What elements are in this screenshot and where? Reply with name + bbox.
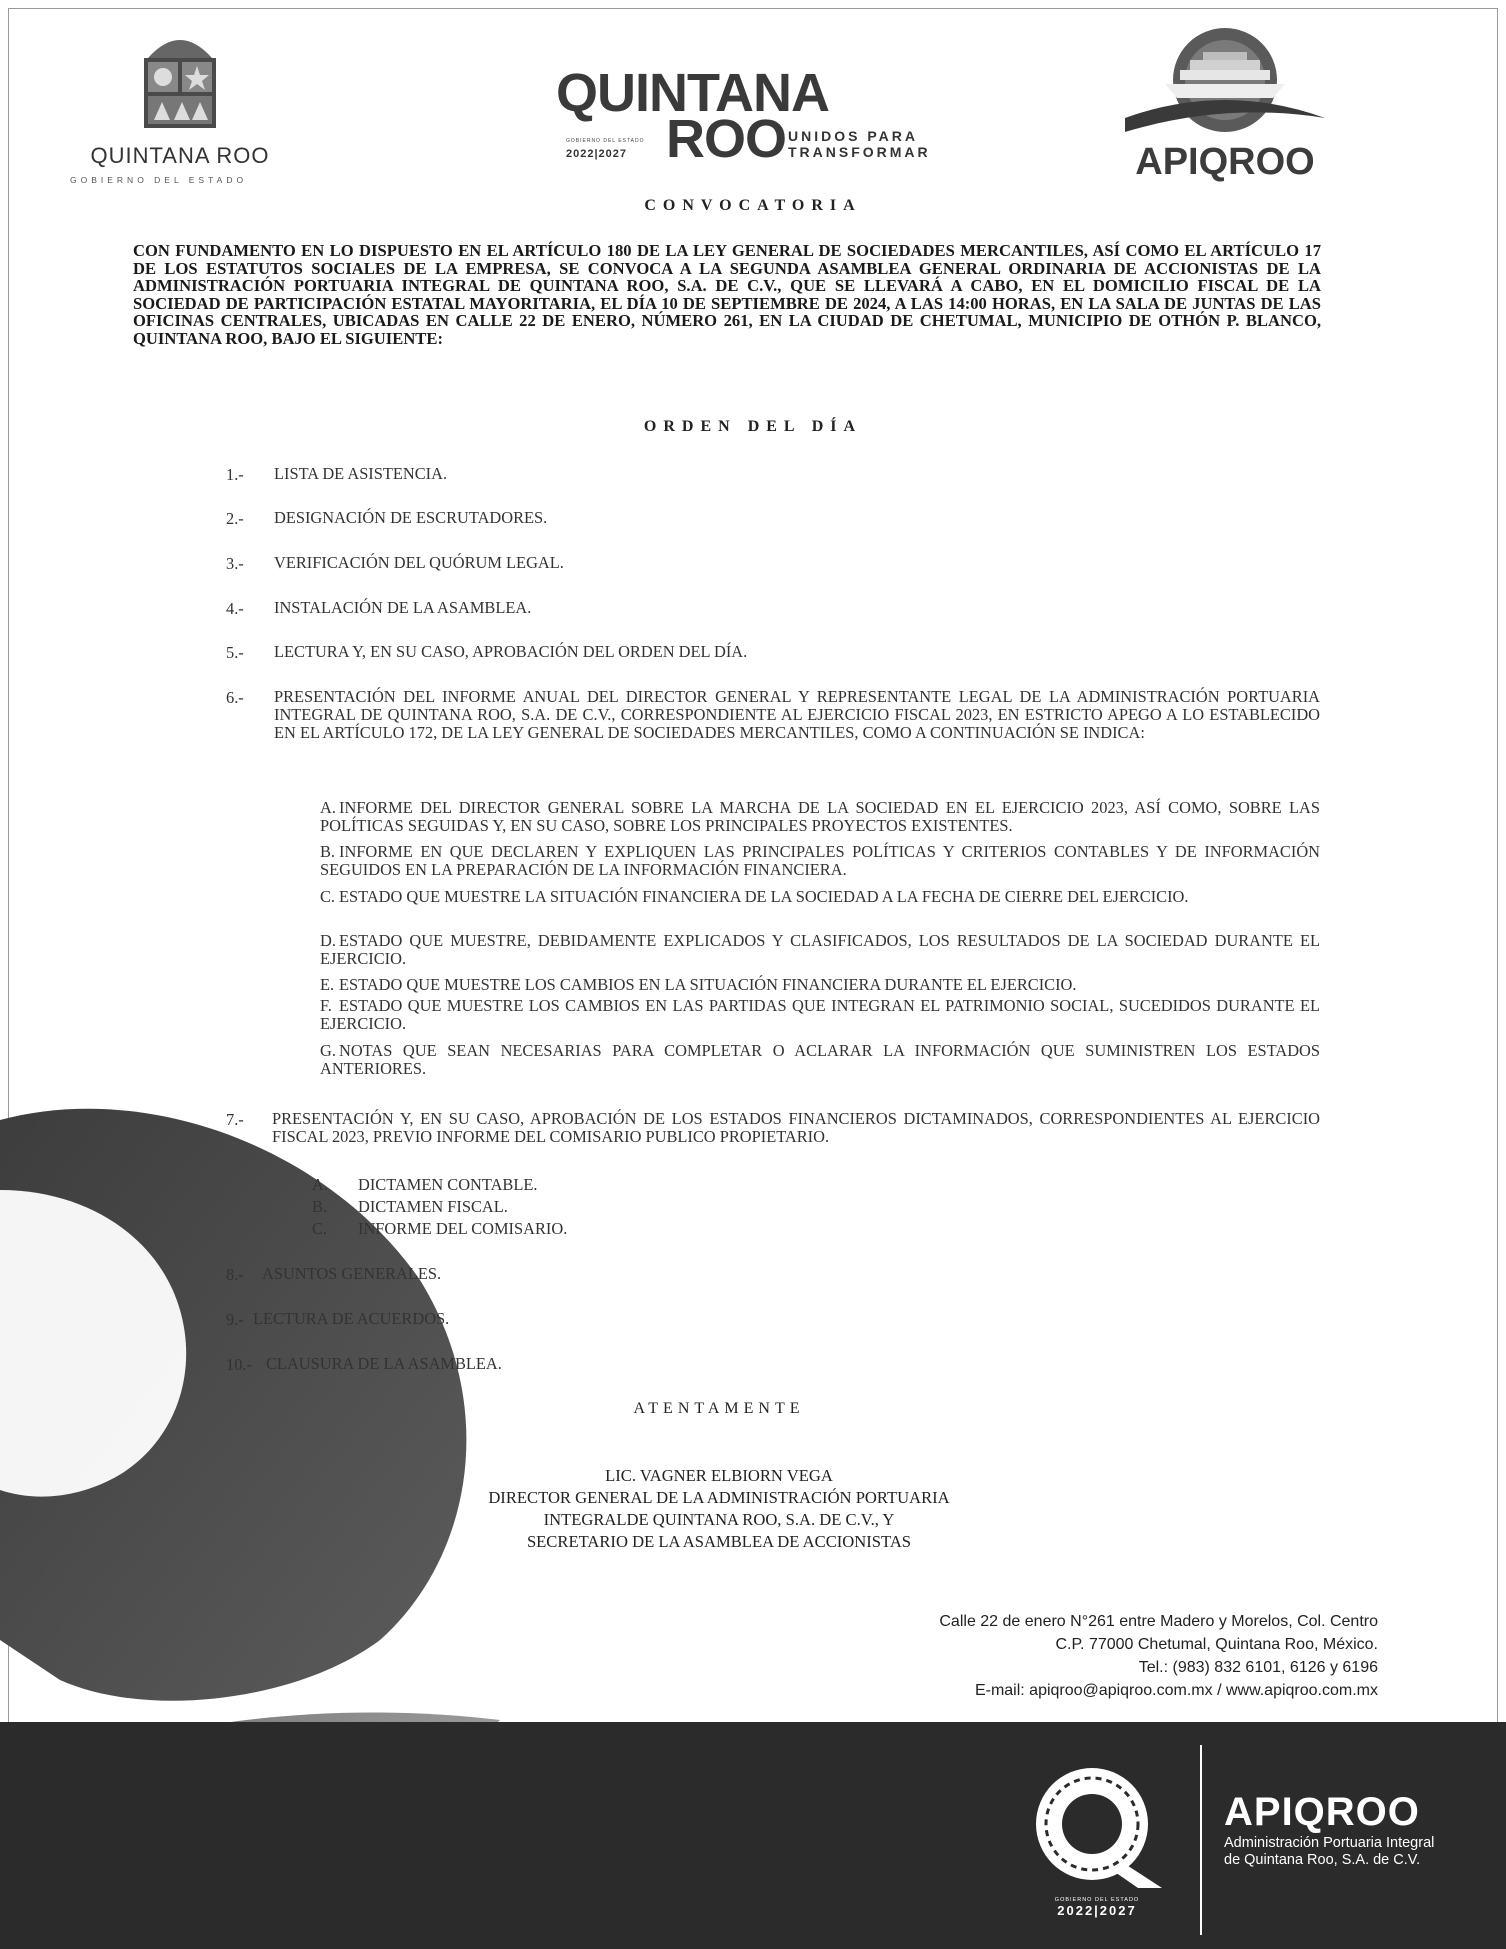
sub-letter: A.: [312, 1175, 328, 1194]
item-number: 9.-: [226, 1310, 244, 1329]
agenda-item: LECTURA DE ACUERDOS.: [253, 1309, 450, 1328]
item-number: 3.-: [226, 554, 244, 573]
footer-apiqroo: [1224, 1790, 1434, 1869]
footer-q-emblem-icon: [1022, 1762, 1172, 1892]
agenda-item: PRESENTACIÓN DEL INFORME ANUAL DEL DIRECTOR GENERAL Y REPRESENTANTE LEGAL DE LA ADMINISTRACIÓN PORTUARIA INTEGRAL DE QUINTANA ROO, S.A. DE C.V., CORRESPONDIENTE AL EJERCICIO FISCAL 2023, EN ESTRICTO APEGO A LO ESTABLECIDO EN EL ARTÍCULO 172, DE LA LEY GENERAL DE SOCIEDADES MERCANTILES, COMO A CONTINUACIÓN SE INDICA:: [274, 687, 1320, 742]
brand-roo: ROO: [666, 109, 787, 169]
contact-block: [939, 1610, 1378, 1702]
contact-email: E-mail: apiqroo@apiqroo.com.mx / www.apiqroo.com.mx: [974, 1682, 1378, 1699]
sub-letter: B.: [312, 1197, 328, 1216]
gov-name: QUINTANA ROO: [90, 143, 270, 168]
ship-emblem-icon: [1125, 22, 1325, 142]
item-number: 1.-: [226, 465, 244, 484]
sub-letter: B.: [320, 842, 336, 861]
apiqroo-logo: [1100, 22, 1350, 184]
sub-text: INFORME DEL DIRECTOR GENERAL SOBRE LA MARCHA DE LA SOCIEDAD EN EL EJERCICIO 2023, ASÍ COMO, SOBRE LAS POLÍTICAS SEGUIDAS Y, EN SU CASO, SOBRE LOS PRINCIPALES PROYECTOS EXISTENTES.: [320, 798, 1320, 835]
contact-address-2: C.P. 77000 Chetumal, Quintana Roo, México.: [1055, 1636, 1378, 1653]
brand-gov: GOBIERNO DEL ESTADO: [566, 138, 645, 144]
footer-brand: APIQROO: [1224, 1790, 1420, 1834]
signatory-name: LIC. VAGNER ELBIORN VEGA: [605, 1466, 833, 1485]
sub-item: [320, 1042, 1320, 1078]
item-number: 2.-: [226, 509, 244, 528]
sub-item: [320, 888, 1320, 906]
agenda-item: INSTALACIÓN DE LA ASAMBLEA.: [274, 598, 532, 617]
brand-tagline: [788, 128, 931, 160]
sub-item: [312, 1176, 537, 1194]
footer-gov: GOBIERNO DEL ESTADO: [1054, 1897, 1140, 1903]
sub-text: ESTADO QUE MUESTRE LOS CAMBIOS EN LAS PARTIDAS QUE INTEGRAN EL PATRIMONIO SOCIAL, SUCEDIDOS DURANTE EL EJERCICIO.: [320, 996, 1320, 1033]
sub-item: [320, 997, 1320, 1033]
brand-tagline-2: TRANSFORMAR: [788, 144, 931, 160]
agenda-item: LISTA DE ASISTENCIA.: [274, 464, 448, 483]
footer-years: [1032, 1897, 1162, 1918]
footer-divider: [1200, 1745, 1202, 1935]
gov-logo: [70, 28, 290, 185]
agenda-item: ASUNTOS GENERALES.: [262, 1264, 442, 1283]
sub-text: INFORME DEL COMISARIO.: [358, 1219, 568, 1238]
sub-item: [320, 843, 1320, 879]
sub-text: ESTADO QUE MUESTRE LA SITUACIÓN FINANCIERA DE LA SOCIEDAD A LA FECHA DE CIERRE DEL EJERCICIO.: [339, 887, 1189, 906]
footer-brand-line-1: Administración Portuaria Integral: [1224, 1835, 1435, 1851]
sub-text: DICTAMEN CONTABLE.: [358, 1175, 538, 1194]
sub-item: [312, 1198, 508, 1216]
sub-letter: C.: [320, 887, 336, 906]
sub-letter: C.: [312, 1219, 328, 1238]
item-number: 7.-: [226, 1110, 244, 1129]
page-title: CONVOCATORIA: [644, 197, 862, 214]
agenda-item: PRESENTACIÓN Y, EN SU CASO, APROBACIÓN DE LOS ESTADOS FINANCIEROS DICTAMINADOS, CORRESPONDIENTES AL EJERCICIO FISCAL 2023, PREVIO INFORME DEL COMISARIO PUBLICO PROPIETARIO.: [272, 1109, 1320, 1146]
sub-item: [312, 1220, 567, 1238]
sub-item: [320, 799, 1320, 835]
sub-text: ESTADO QUE MUESTRE, DEBIDAMENTE EXPLICADOS Y CLASIFICADOS, LOS RESULTADOS DE LA SOCIEDAD DURANTE EL EJERCICIO.: [320, 931, 1320, 968]
agenda-title: ORDEN DEL DÍA: [643, 418, 863, 435]
brand-years: 2022|2027: [566, 148, 628, 160]
item-number: 10.-: [226, 1355, 252, 1374]
agenda-item: CLAUSURA DE LA ASAMBLEA.: [266, 1354, 502, 1373]
footer-years-text: 2022|2027: [1057, 1903, 1137, 1918]
sub-letter: D.: [320, 931, 336, 950]
sub-text: NOTAS QUE SEAN NECESARIAS PARA COMPLETAR O ACLARAR LA INFORMACIÓN QUE SUMINISTREN LOS ESTADOS ANTERIORES.: [320, 1041, 1320, 1078]
item-number: 4.-: [226, 599, 244, 618]
sub-item: [320, 976, 1320, 994]
agenda-item: VERIFICACIÓN DEL QUÓRUM LEGAL.: [274, 553, 564, 572]
sub-item: [320, 932, 1320, 968]
intro-paragraph: CON FUNDAMENTO EN LO DISPUESTO EN EL ARTÍCULO 180 DE LA LEY GENERAL DE SOCIEDADES MERCANTILES, ASÍ COMO EL ARTÍCULO 17 DE LOS ESTATUTOS SOCIALES DE LA EMPRESA, SE CONVOCA A LA SEGUNDA ASAMBLEA GENERAL ORDINARIA DE ACCIONISTAS DE LA ADMINISTRACIÓN PORTUARIA INTEGRAL DE QUINTANA ROO, S.A. DE C.V., QUE SE LLEVARÁ A CABO, EN EL DOMICILIO FISCAL DE LA SOCIEDAD DE PARTICIPACIÓN ESTATAL MAYORITARIA, EL DÍA 10 DE SEPTIEMBRE DE 2024, A LAS 14:00 HORAS, EN LA SALA DE JUNTAS DE LAS OFICINAS CENTRALES, UBICADAS EN CALLE 22 DE ENERO, NÚMERO 261, EN LA CIUDAD DE CHETUMAL, MUNICIPIO DE OTHÓN P. BLANCO, QUINTANA ROO, BAJO EL SIGUIENTE:: [133, 241, 1321, 348]
brand-tagline-1: UNIDOS PARA: [788, 128, 918, 144]
sub-text: ESTADO QUE MUESTRE LOS CAMBIOS EN LA SITUACIÓN FINANCIERA DURANTE EL EJERCICIO.: [339, 975, 1077, 994]
signatory-title-1: DIRECTOR GENERAL DE LA ADMINISTRACIÓN PORTUARIA: [488, 1488, 950, 1507]
contact-phone: Tel.: (983) 832 6101, 6126 y 6196: [1138, 1659, 1378, 1676]
gov-subtitle: GOBIERNO DEL ESTADO: [70, 175, 248, 185]
signatory-title-3: SECRETARIO DE LA ASAMBLEA DE ACCIONISTAS: [526, 1532, 912, 1551]
contact-address-1: Calle 22 de enero N°261 entre Madero y Morelos, Col. Centro: [939, 1613, 1378, 1630]
apiqroo-wordmark: APIQROO: [1135, 141, 1315, 183]
sub-letter: A.: [320, 798, 336, 817]
closing-salutation: ATENTAMENTE: [633, 1400, 805, 1417]
brand-quintana: QUINTANA: [556, 63, 829, 123]
agenda-item: DESIGNACIÓN DE ESCRUTADORES.: [274, 508, 548, 527]
coat-of-arms-icon: [130, 28, 230, 136]
quintana-roo-brand-logo: [556, 62, 936, 172]
sub-letter: G.: [320, 1041, 336, 1060]
footer-brand-line-2: de Quintana Roo, S.A. de C.V.: [1224, 1852, 1421, 1868]
item-number: 8.-: [226, 1265, 244, 1284]
item-number: 5.-: [226, 643, 244, 662]
item-number: 6.-: [226, 688, 244, 707]
agenda-item: LECTURA Y, EN SU CASO, APROBACIÓN DEL ORDEN DEL DÍA.: [274, 642, 748, 661]
sub-text: DICTAMEN FISCAL.: [358, 1197, 508, 1216]
sub-letter: F.: [320, 996, 332, 1015]
signatory-title-2: INTEGRALDE QUINTANA ROO, S.A. DE C.V., Y: [543, 1510, 895, 1529]
sub-text: INFORME EN QUE DECLAREN Y EXPLIQUEN LAS PRINCIPALES POLÍTICAS Y CRITERIOS CONTABLES Y DE INFORMACIÓN SEGUIDOS EN LA PREPARACIÓN DE LA INFORMACIÓN FINANCIERA.: [320, 842, 1320, 879]
sub-letter: E.: [320, 975, 335, 994]
